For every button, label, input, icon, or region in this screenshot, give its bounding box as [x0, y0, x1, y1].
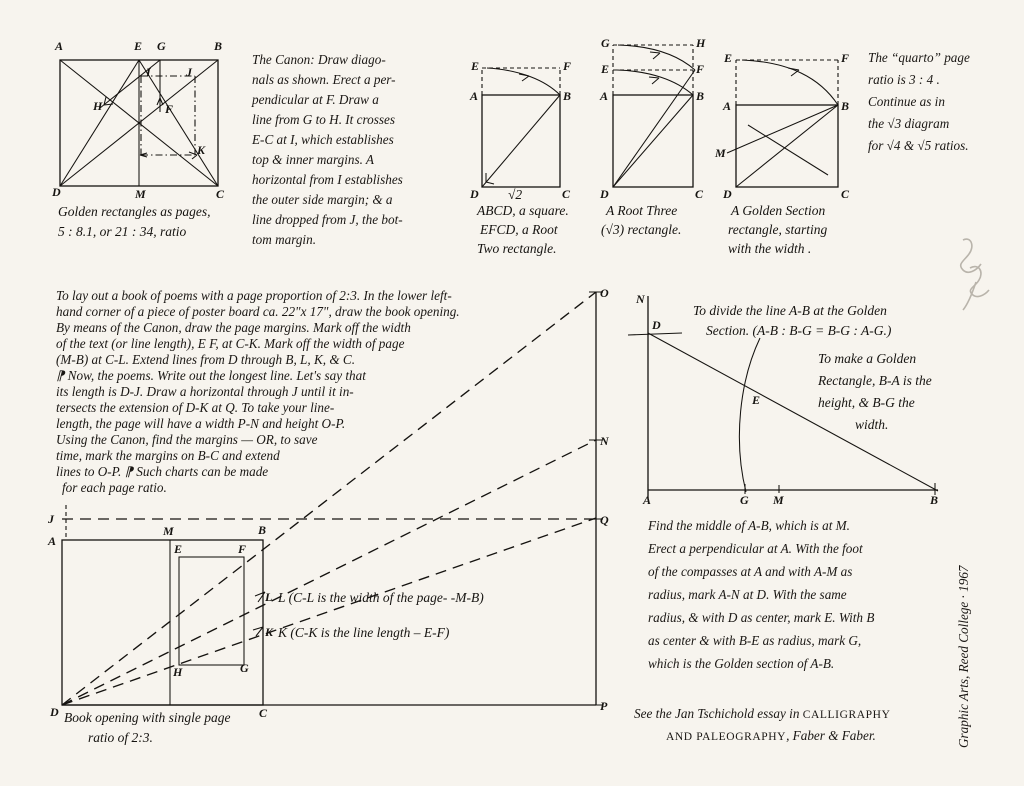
chart-label-D: D — [50, 705, 59, 719]
chart-label-P: P — [600, 699, 608, 713]
divide-note-line4: width. — [855, 417, 889, 432]
divide-note-line3: height, & B-G the — [818, 395, 915, 410]
divide-title-line1: To divide the line A-B at the Golden — [693, 303, 887, 318]
chart-label-C: C — [259, 706, 268, 720]
layout-text-line-8: tersects the extension of D-K at Q. To take your line- — [56, 400, 335, 415]
goldrect-label-A: A — [723, 99, 732, 113]
canon-label-I: I — [146, 65, 151, 79]
canon-label-D: D — [52, 185, 61, 199]
chart-caption-line2: ratio of 2:3. — [88, 730, 153, 745]
divide-note-line2: Rectangle, B-A is the — [818, 373, 932, 388]
canon-label-E: E — [134, 39, 143, 53]
canon-caption-line2: 5 : 8.1, or 21 : 34, ratio — [58, 224, 187, 239]
credit-line: Graphic Arts, Reed College · 1967 — [956, 565, 971, 748]
goldrect-label-D: D — [723, 187, 732, 201]
reference-line1-b: CALLIGRAPHY — [802, 709, 891, 721]
chart-label-A: A — [48, 534, 57, 548]
root2-radical-label: √2 — [508, 187, 523, 202]
layout-text-line-2: hand corner of a piece of poster board ca. 22"x 17", draw the book opening. — [56, 304, 460, 319]
chart-label-H: H — [173, 665, 183, 679]
goldrect-caption-line2: rectangle, starting — [728, 222, 828, 237]
root2-label-B: B — [563, 89, 572, 103]
canon-text-line-10: tom margin. — [252, 232, 316, 247]
canon-text-line-7: horizontal from I establishes — [252, 172, 403, 187]
divide-text-line-5: radius, & with D as center, mark E. With B — [648, 610, 875, 625]
goldrect-caption-line3: with the width . — [728, 241, 812, 256]
root3-label-E: E — [601, 62, 610, 76]
canon-label-B: B — [214, 39, 223, 53]
svg-text:See the Jan Tschichold essay i — [634, 706, 891, 721]
divide-text-line-2: Erect a perpendicular at A. With the foot — [648, 541, 863, 556]
layout-text-line-10: Using the Canon, find the margins — OR, to save — [56, 432, 318, 447]
canon-label-J: J — [186, 65, 192, 79]
chart-label-K: K — [265, 625, 274, 639]
svg-text:AND PALEOGRAPHY, Faber & Faber — [666, 728, 876, 743]
chart-label-J: J — [48, 512, 54, 526]
layout-text-line-12: lines to O-P. ⁋ Such charts can be made — [56, 464, 269, 479]
root3-caption-line1: A Root Three — [606, 203, 678, 218]
chart-label-E: E — [174, 542, 183, 556]
root2-caption-line3: Two rectangle. — [477, 241, 557, 256]
layout-text-line-9: length, the page will have a width P-N and height O-P. — [56, 416, 346, 431]
chart-label-G: G — [240, 661, 249, 675]
canon-text-line-8: the outer side margin; & a — [252, 192, 393, 207]
layout-text-line-7: its length is D-J. Draw a horizontal through J until it in- — [56, 384, 354, 399]
root3-label-A: A — [600, 89, 609, 103]
canon-label-G: G — [157, 39, 166, 53]
canon-text-line-6: top & inner margins. A — [252, 152, 374, 167]
canon-text-line-9: line dropped from J, the bot- — [252, 212, 403, 227]
reference-line2-a: AND PALEOGRAPHY — [666, 731, 787, 743]
goldrect-label-B: B — [841, 99, 850, 113]
quarto-note-line-1: The “quarto” page — [868, 50, 970, 65]
root3-label-H: H — [696, 36, 706, 50]
root3-label-C: C — [695, 187, 704, 201]
canon-text-line-3: pendicular at F. Draw a — [252, 92, 379, 107]
root2-label-A: A — [470, 89, 479, 103]
quarto-note-line-4: the √3 diagram — [868, 116, 950, 131]
chart-label-N: N — [600, 434, 609, 448]
root3-caption-line2: (√3) rectangle. — [601, 222, 682, 237]
root2-caption-line2: EFCD, a Root — [480, 222, 558, 237]
chart-label-F: F — [238, 542, 247, 556]
divide-note-line1: To make a Golden — [818, 351, 917, 366]
reference-line2-b: , Faber & Faber. — [786, 728, 876, 743]
layout-text-line-3: By means of the Canon, draw the page margins. Mark off the width — [56, 320, 411, 335]
chart-label-O: O — [600, 286, 609, 300]
divide-label-D: D — [652, 318, 661, 332]
chart-annotation-K: K (C-K is the line length – E-F) — [278, 625, 450, 640]
chart-label-B: B — [258, 523, 267, 537]
root2-caption-line1: ABCD, a square. — [477, 203, 569, 218]
root2-label-E: E — [471, 59, 480, 73]
layout-text-line-6: ⁋ Now, the poems. Write out the longest line. Let's say that — [56, 368, 366, 383]
divide-text-line-4: radius, mark A-N at D. With the same — [648, 587, 847, 602]
quarto-note-line-5: for √4 & √5 ratios. — [868, 138, 969, 153]
goldrect-label-E: E — [724, 51, 733, 65]
canon-text-line-4: line from G to H. It crosses — [252, 112, 395, 127]
layout-text-line-11: time, mark the margins on B-C and extend — [56, 448, 280, 463]
divide-text-line-6: as center & with B-E as radius, mark G, — [648, 633, 862, 648]
divide-label-M: M — [773, 493, 784, 507]
chart-label-L: L — [265, 590, 273, 604]
quarto-note-line-3: Continue as in — [868, 94, 945, 109]
divide-title-line2: Section. (A-B : B-G = B-G : A-G.) — [706, 323, 892, 338]
goldrect-caption-line1: A Golden Section — [731, 203, 826, 218]
divide-text-line-3: of the compasses at A and with A-M as — [648, 564, 853, 579]
chart-caption-line1: Book opening with single page — [64, 710, 231, 725]
divide-label-E: E — [752, 393, 761, 407]
canon-label-M: M — [135, 187, 146, 201]
chart-label-Q: Q — [600, 513, 609, 527]
goldrect-label-C: C — [841, 187, 850, 201]
root3-label-F: F — [696, 62, 705, 76]
divide-label-B: B — [930, 493, 939, 507]
canon-label-H: H — [93, 99, 103, 113]
root2-label-C: C — [562, 187, 571, 201]
canon-label-K: K — [197, 143, 206, 157]
canon-label-C: C — [216, 187, 225, 201]
goldrect-label-M: M — [715, 146, 726, 160]
chart-annotation-L: L (C-L is the width of the page- -M-B) — [278, 590, 484, 605]
layout-text-line-1: To lay out a book of poems with a page proportion of 2:3. In the lower left- — [56, 288, 452, 303]
root3-label-D: D — [600, 187, 609, 201]
root3-label-G: G — [601, 36, 610, 50]
quarto-note-line-2: ratio is 3 : 4 . — [868, 72, 940, 87]
canon-text-line-5: E-C at I, which establishes — [252, 132, 394, 147]
chart-label-M: M — [163, 524, 174, 538]
canon-text-line-2: nals as shown. Erect a per- — [252, 72, 396, 87]
divide-text-line-7: which is the Golden section of A-B. — [648, 656, 835, 671]
layout-text-line-4: of the text (or line length), E F, at C-K. Mark off the width of page — [56, 336, 405, 351]
root2-label-D: D — [470, 187, 479, 201]
layout-text-line-5: (M-B) at C-L. Extend lines from D through B, L, K, & C. — [56, 352, 356, 367]
reference-line1-a: See the Jan Tschichold essay in — [634, 706, 803, 721]
root3-label-B: B — [696, 89, 705, 103]
canon-caption-line1: Golden rectangles as pages, — [58, 204, 211, 219]
divide-text-line-1: Find the middle of A-B, which is at M. — [648, 518, 850, 533]
divide-label-N: N — [636, 292, 645, 306]
goldrect-label-F: F — [841, 51, 850, 65]
layout-text-line-13: for each page ratio. — [62, 480, 167, 495]
root2-label-F: F — [563, 59, 572, 73]
canon-text-line-1: The Canon: Draw diago- — [252, 52, 386, 67]
canon-label-A: A — [55, 39, 64, 53]
divide-label-A: A — [643, 493, 652, 507]
canon-label-F: F — [165, 102, 174, 116]
divide-label-G: G — [740, 493, 749, 507]
